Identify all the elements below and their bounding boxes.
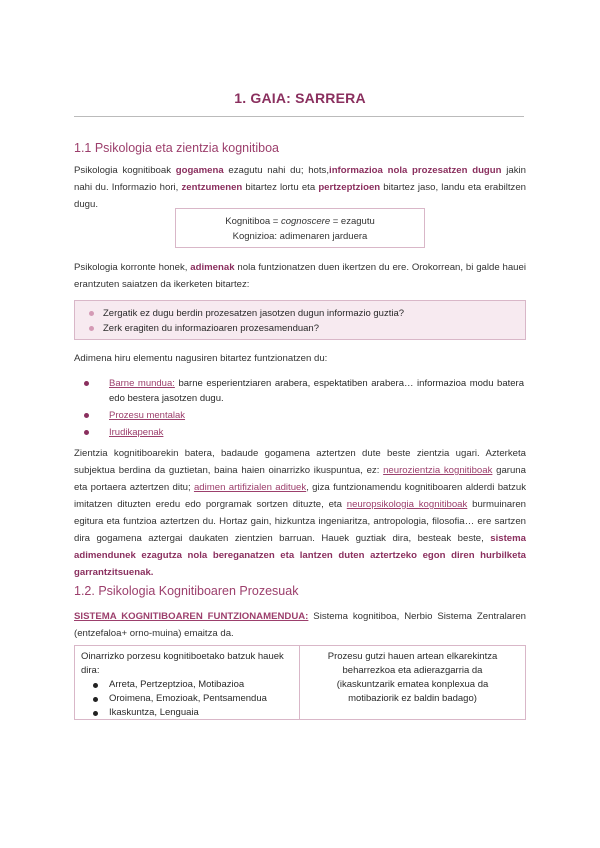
- bullet-icon: [93, 697, 98, 702]
- link-neurozientzia[interactable]: neurozientzia kognitiboak: [383, 465, 493, 476]
- list-item: [84, 408, 524, 423]
- item-text: Oroimena, Emozioak, Pentsamendua: [109, 693, 267, 704]
- text: bitartez jaso, landu eta erabiltzen dugu.: [74, 182, 526, 210]
- text: ezagutu nahi du; hots,: [223, 165, 330, 176]
- section-heading-1-1: 1.1 Psikologia eta zientzia kognitiboa: [74, 141, 279, 155]
- item-text: Arreta, Pertzeptzioa, Motibazioa: [109, 679, 245, 690]
- definition-box: [175, 208, 425, 248]
- text: Psikologia korronte honek,: [74, 262, 191, 273]
- text: Kognitiboa =: [225, 216, 281, 227]
- question-item: [89, 323, 319, 334]
- table-list-item: [81, 692, 293, 706]
- link-adimen-artifiziala[interactable]: adimen artifizialen adituek: [193, 482, 307, 493]
- list-item: [84, 376, 524, 406]
- page-title: 1. GAIA: SARRERA: [234, 90, 366, 106]
- title-divider: [74, 116, 524, 117]
- intro-paragraph: [74, 162, 526, 213]
- paragraph-cognitive-sciences: [74, 445, 526, 581]
- text: , giza funtzionamendu kognitiboaren alderdi batzuk imitatzen dituzten eredu edo porgramak sortzen dituzte, eta: [74, 482, 526, 510]
- bullet-icon: [93, 711, 98, 716]
- link-neuropsikologia[interactable]: neuropsikologia kognitiboak: [346, 499, 468, 510]
- text: nola funtzionatzen duen ikertzen du ere. Orokorrean, bi galde hauei erantzuten saiatzen da ikerketen bitartez:: [74, 262, 526, 290]
- link-irudikapenak[interactable]: Irudikapenak: [109, 427, 164, 438]
- paragraph-elements-intro: Adimena hiru elementu nagusiren bitartez funtzionatzen du:: [74, 353, 328, 364]
- questions-box: [74, 300, 526, 340]
- highlight-zentzumenen: zentzumenen: [181, 182, 243, 193]
- link-barne-mundua[interactable]: Barne mundua:: [109, 378, 175, 389]
- highlight-pertzeptzioen: pertzeptzioen: [318, 182, 381, 193]
- definition-line-1: [176, 214, 424, 229]
- table-list-item: [81, 706, 293, 720]
- highlight-informazioa: informazioa nola prozesatzen dugun: [329, 165, 502, 176]
- bullet-icon: [84, 413, 89, 418]
- list-item: [84, 425, 524, 440]
- highlight-gogamena: gogamena: [175, 165, 224, 176]
- paragraph-sistema: [74, 608, 526, 642]
- table-list-item: [81, 678, 293, 692]
- table-cell-right: Prozesu gutzi hauen artean elkarekintza beharrezkoa eta adierazgarria da (ikaskuntzarik ematea konplexua da motibaziorik ez baldin badago): [327, 651, 498, 704]
- bullet-icon: [93, 683, 98, 688]
- highlight-adimenak: adimenak: [190, 262, 235, 273]
- elements-list: [84, 376, 524, 440]
- link-prozesu-mentalak[interactable]: Prozesu mentalak: [109, 410, 186, 421]
- processes-table: [74, 645, 526, 720]
- bullet-icon: [89, 326, 94, 331]
- question-item: [89, 308, 404, 319]
- bullet-icon: [89, 311, 94, 316]
- section-heading-1-2: 1.2. Psikologia Kognitiboaren Prozesuak: [74, 584, 299, 598]
- text: burmuinaren egitura eta funtzioa aztertzen du. Hortaz gain, hizkuntza ingeniaritza, antropologia, filosofia… ere sartzen dira gogamena aztergai daukaten zientzien barruan. Hauek guztiak dira, besteak beste,: [74, 499, 527, 544]
- link-sistema-kognitiboa[interactable]: SISTEMA KOGNITIBOAREN FUNTZIONAMENDUA:: [74, 611, 309, 622]
- text: bitartez lortu eta: [242, 182, 319, 193]
- text: Zientzia kognitiboarekin batera, badaude gogamena aztertzen dute beste zientzia ugari. Azterketa subjektua berdina da guztietan, baina haien oinarrizko ikuspuntua, ez:: [74, 448, 526, 476]
- text: = ezagutu: [330, 216, 375, 227]
- paragraph-adimena: [74, 259, 526, 293]
- bullet-icon: [84, 430, 89, 435]
- text: jakin nahi du. Informazio hori,: [74, 165, 526, 193]
- question-text: Zerk eragiten du informazioaren prozesamenduan?: [103, 323, 319, 334]
- question-text: Zergatik ez dugu berdin prozesatzen jasotzen dugun informazio guztia?: [103, 308, 405, 319]
- highlight-conclusion: sistema adimendunek ezagutza nola bereganatzen eta lantzen duten aztertzeko egon diren hurbilketa garrantzitsuenak.: [74, 533, 526, 578]
- table-cell-left: [75, 646, 300, 719]
- text: Psikologia kognitiboak: [74, 165, 176, 176]
- item-text: Ikaskuntza, Lenguaia: [109, 707, 199, 718]
- text: barne esperientziaren arabera, espektatiben arabera… informazioa modu batera edo bestera jasotzen dugu.: [109, 378, 524, 404]
- definition-line-2: Kognizioa: adimenaren jarduera: [232, 231, 368, 242]
- latin-term: cognoscere: [280, 216, 331, 227]
- bullet-icon: [84, 381, 89, 386]
- table-intro: Oinarrizko porzesu kognitiboetako batzuk hauek dira:: [81, 651, 284, 676]
- text: Sistema kognitiboa, Nerbio Sistema Zentralaren (entzefaloa+ orno-muina) emaitza da.: [74, 611, 526, 639]
- text: garuna eta portaera aztertzen ditu;: [74, 465, 526, 493]
